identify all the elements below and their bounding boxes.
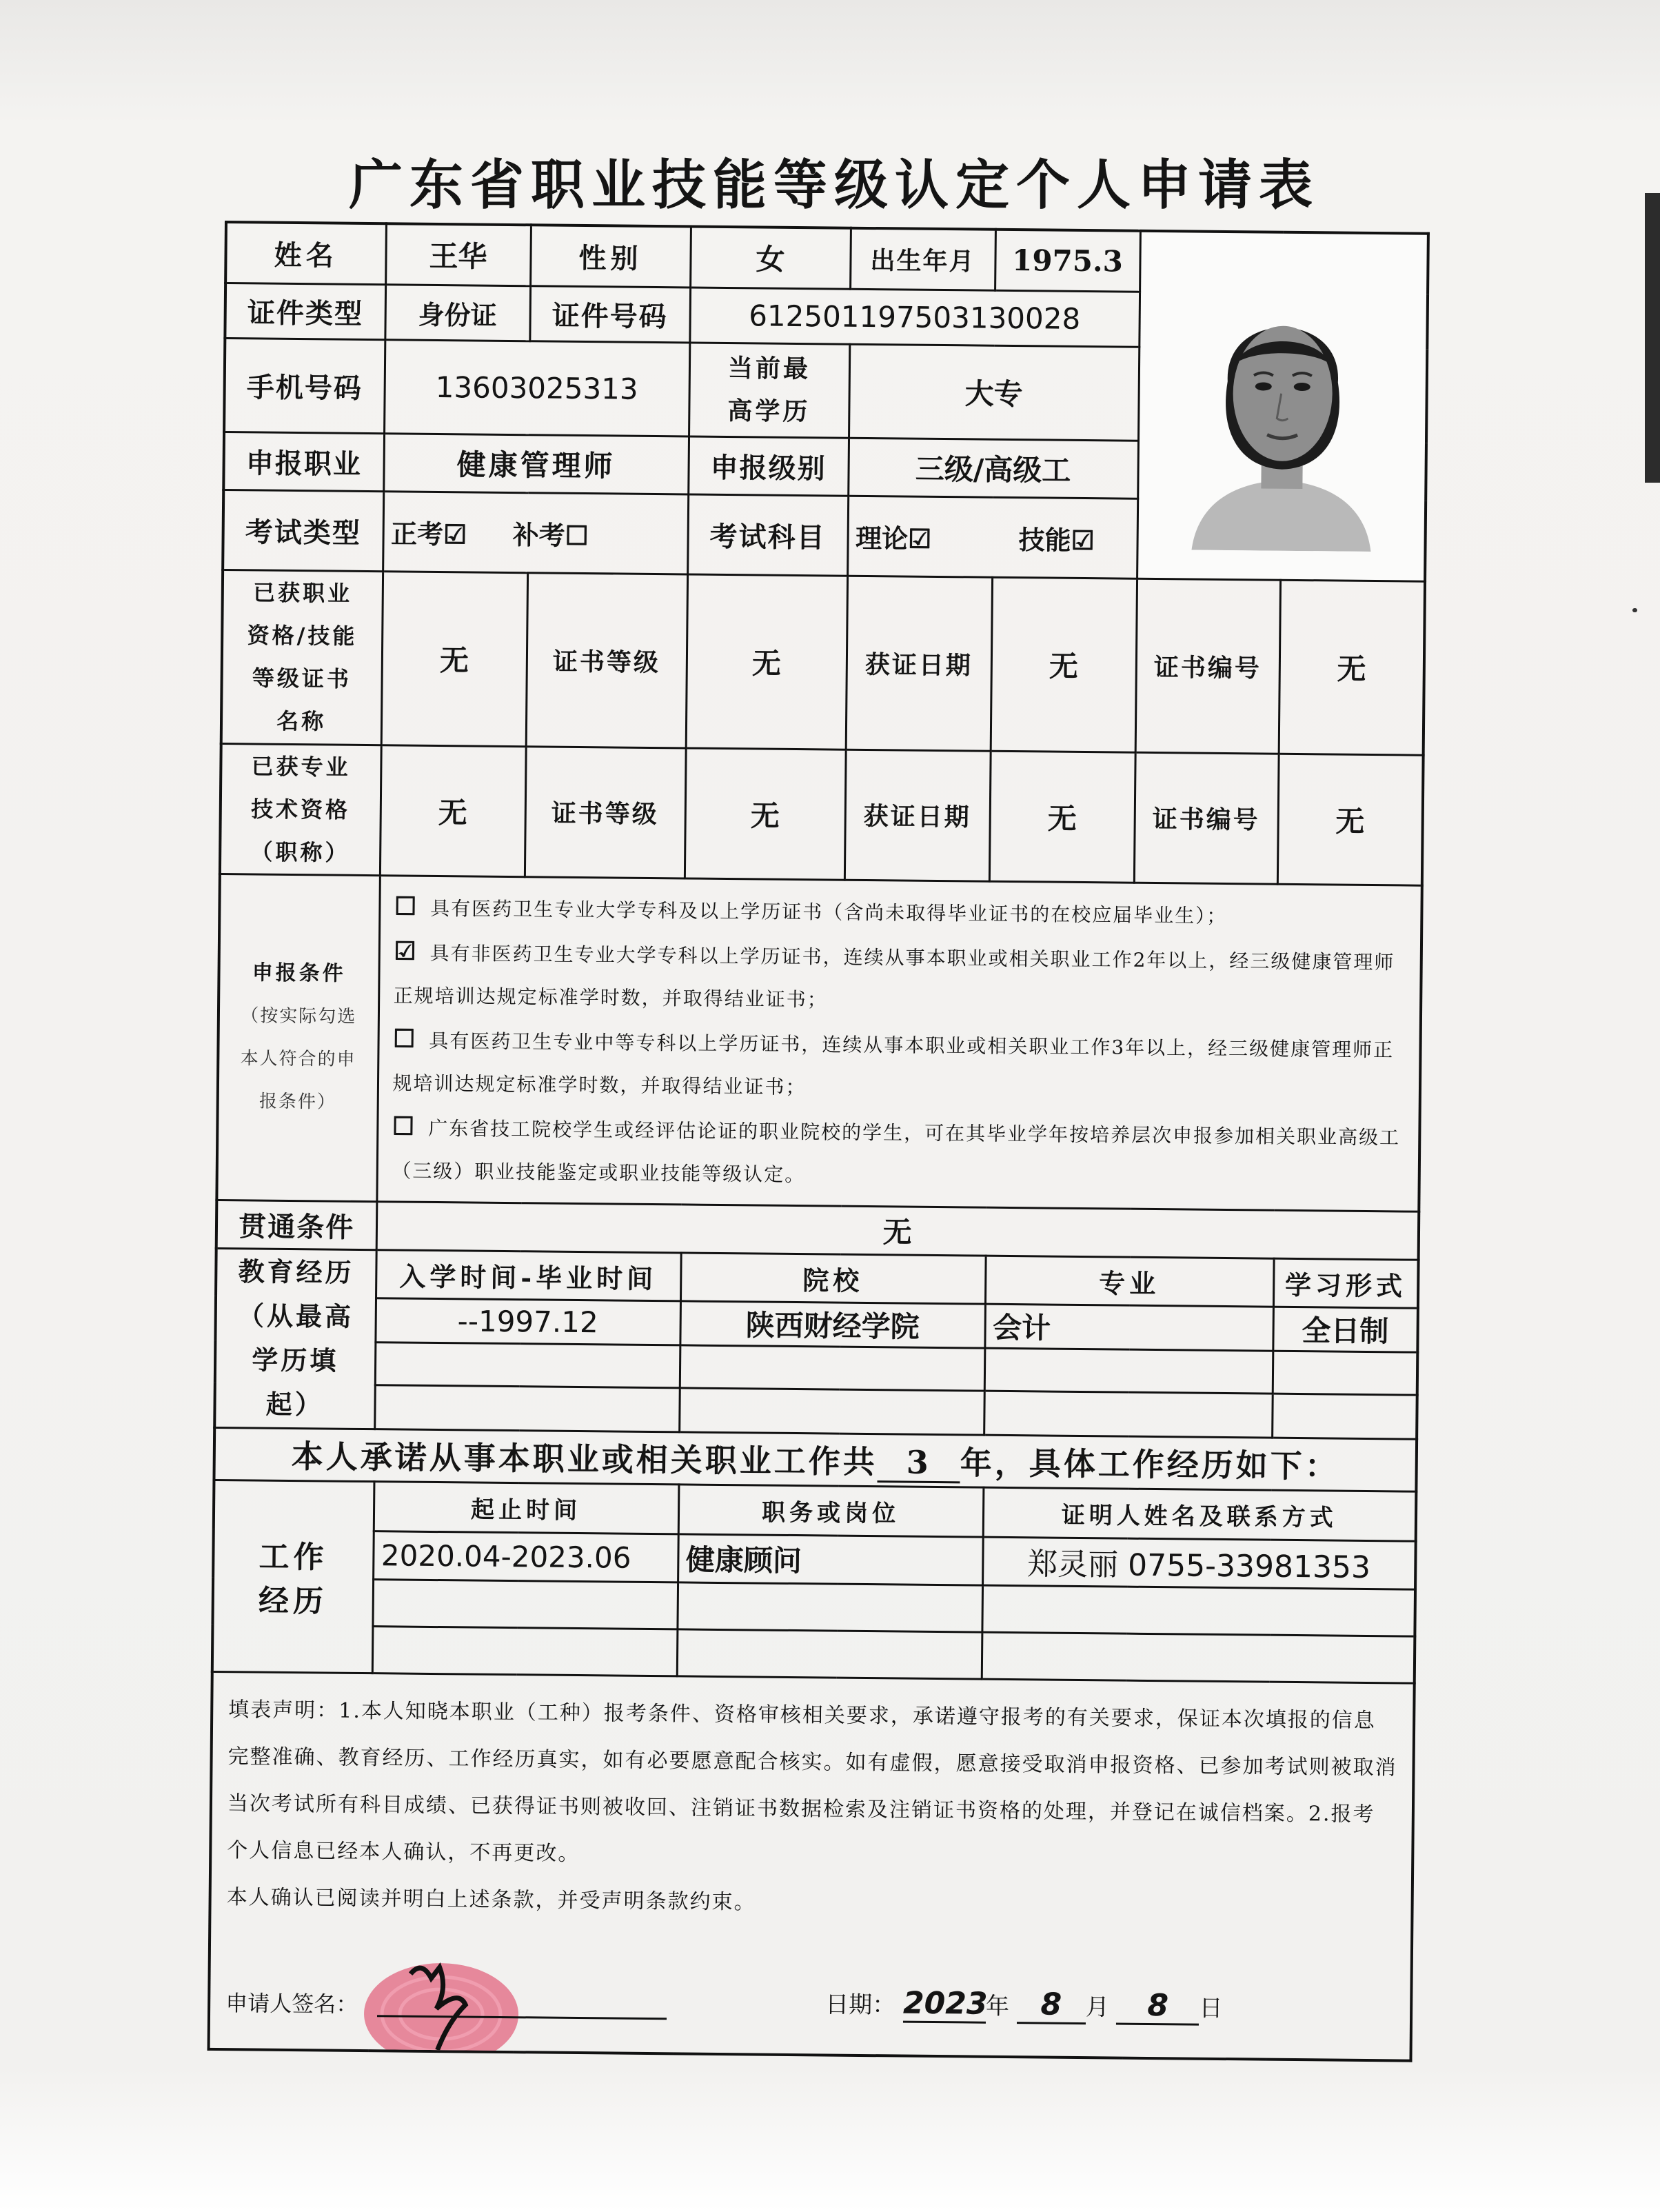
education-value[interactable]: 大专 [849,344,1139,441]
date-day[interactable]: 8 [1116,1987,1200,2025]
declaration-text: 填表声明：1.本人知晓本职业（工种）报考条件、资格审核相关要求，承诺遵守报考的有关要求，保证本次填报的信息完整准确、教育经历、工作经历真实，如有必要愿意配合核实。如有虚假，愿意接受取消申报资格、已参加考试则被取消当次考试所有科目成绩、已获得证书则被收回、注销证书数据检索及注销证书资格的处理，并登记在诚信档案。2.报考个人信息已经本人确认，不再更改。 [227,1697,1397,1866]
through-label: 贯通条件 [216,1200,377,1249]
exam-type-label: 考试类型 [223,490,383,571]
condition-item: ☐ 具有医药卫生专业大学专科及以上学历证书（含尚未取得毕业证书的在校应届毕业生）； [394,891,1228,927]
work-history-label: 工作经历 [212,1480,374,1673]
promise-suffix: 年，具体工作经历如下： [960,1444,1339,1485]
phone-value[interactable]: 13603025313 [384,339,689,436]
subject-theory-checkbox[interactable]: 理论☑ [855,522,932,554]
vocational-date-label: 获证日期 [846,576,992,751]
application-form [208,221,1430,2062]
exam-subject-label: 考试科目 [687,494,848,575]
work-reference-cell[interactable] [982,1585,1415,1636]
level-label: 申报级别 [688,436,849,495]
work-position-cell[interactable]: 健康顾问 [678,1534,983,1585]
education-label: 当前最高学历 [689,342,849,437]
gender-value[interactable]: 女 [690,226,851,288]
signature-label: 申请人签名： [225,1989,358,2018]
condition-checkbox-3[interactable]: ☐ [392,1023,417,1054]
scan-edge-strip [1645,193,1660,483]
professional-number-label: 证书编号 [1134,752,1279,884]
exam-type-makeup-checkbox[interactable]: 补考☐ [512,519,589,551]
work-reference-cell[interactable] [982,1632,1415,1683]
fingerprint-seal [354,1945,528,2060]
condition-checkbox-4[interactable]: ☐ [392,1111,416,1141]
professional-cert-label: 已获专业技术资格（职称） [220,743,381,875]
edu-mode-cell[interactable] [1273,1351,1418,1395]
photo-cell [1137,231,1428,581]
work-period-cell[interactable]: 2020.04-2023.06 [373,1531,678,1582]
condition-checkbox-1[interactable]: ☐ [394,891,418,921]
work-header-reference: 证明人姓名及联系方式 [983,1487,1417,1541]
scan-speck [1632,608,1637,612]
edu-header-school: 院校 [680,1252,986,1303]
occupation-label: 申报职业 [223,432,384,491]
form-title: 广东省职业技能等级认定个人申请表 [348,154,1319,217]
vocational-grade-label: 证书等级 [526,572,687,747]
vocational-number-label: 证书编号 [1135,579,1280,754]
conditions-list [376,875,1421,1211]
signature-row [225,1951,1395,2045]
condition-checkbox-2[interactable]: ☑ [394,936,418,966]
id-type-label: 证件类型 [225,283,385,339]
birth-label: 出生年月 [850,228,995,290]
professional-cert-name[interactable]: 无 [380,745,526,876]
birth-value[interactable]: 1975.3 [995,230,1140,292]
vocational-cert-name[interactable]: 无 [381,571,527,746]
edu-mode-cell[interactable]: 全日制 [1273,1307,1418,1352]
vocational-date-value[interactable]: 无 [991,577,1137,752]
vocational-cert-label: 已获职业资格/技能等级证书名称 [221,570,383,745]
subject-skill-checkbox[interactable]: 技能☑ [1018,523,1095,556]
edu-school-cell[interactable] [679,1387,984,1434]
gender-label: 性别 [530,225,691,287]
edu-school-cell[interactable]: 陕西财经学院 [680,1300,985,1347]
occupation-value[interactable]: 健康管理师 [383,433,689,494]
id-number-value[interactable]: 612501197503130028 [689,287,1140,346]
edu-period-cell[interactable] [374,1385,680,1431]
edu-header-mode: 学习形式 [1273,1258,1419,1308]
condition-item: ☑ 具有非医药卫生专业大学专科以上学历证书，连续从事本职业或相关职业工作2年以上，经三级健康管理师正规培训达规定标准学时数，并取得结业证书； [393,936,1395,1011]
promise-years[interactable]: 3 [877,1443,960,1483]
name-label: 姓名 [225,222,386,284]
edu-major-cell[interactable]: 会计 [984,1304,1273,1351]
day-unit: 日 [1199,1994,1223,2022]
work-period-cell[interactable] [372,1626,678,1676]
through-value[interactable]: 无 [376,1201,1419,1260]
id-type-value[interactable]: 身份证 [385,284,530,341]
professional-date-label: 获证日期 [844,750,991,881]
date-block [825,1984,1223,2026]
name-value[interactable]: 王华 [385,223,531,285]
vocational-grade-value[interactable]: 无 [686,574,847,749]
edu-header-major: 专业 [985,1256,1274,1307]
work-reference-cell[interactable]: 郑灵丽 0755-33981353 [982,1537,1416,1589]
promise-prefix: 本人承诺从事本职业或相关职业工作共 [291,1438,878,1481]
conditions-label: 申报条件 [252,960,346,986]
edu-header-period: 入学时间-毕业时间 [376,1249,681,1300]
education-history-label: 教育经历（从最高学历填起） [214,1248,376,1429]
work-position-cell[interactable] [677,1582,982,1631]
exam-type-regular-checkbox[interactable]: 正考☑ [390,517,467,550]
work-header-position: 职务或岗位 [678,1484,984,1536]
date-year[interactable]: 2023 [903,1985,986,2023]
professional-grade-value[interactable]: 无 [685,747,846,879]
condition-item: ☐ 具有医药卫生专业中等专科以上学历证书，连续从事本职业或相关职业工作3年以上，经三级健康管理师正规培训达规定标准学时数，并取得结业证书； [392,1023,1395,1098]
work-header-period: 起止时间 [374,1481,679,1534]
month-unit: 月 [1085,1993,1110,2021]
vocational-number-value[interactable]: 无 [1279,580,1425,755]
applicant-photo [1171,260,1394,552]
edu-mode-cell[interactable] [1272,1394,1417,1439]
professional-date-value[interactable]: 无 [989,751,1135,883]
declaration-section [209,1671,1415,2060]
conditions-hint: （按实际勾选本人符合的申报条件） [240,1005,357,1113]
date-label: 日期： [825,1990,896,2019]
condition-item: ☐ 广东省技工院校学生或经评估论证的职业院校的学生，可在其毕业学年按培养层次申报参加相关职业高级工（三级）职业技能鉴定或职业技能等级认定。 [392,1111,1401,1186]
professional-number-value[interactable]: 无 [1277,754,1424,885]
edu-major-cell[interactable] [984,1348,1273,1394]
year-unit: 年 [985,1992,1010,2020]
edu-period-cell[interactable] [375,1342,680,1387]
declaration-confirm: 本人确认已阅读并明白上述条款，并受声明条款约束。 [226,1884,756,1915]
level-value[interactable]: 三级/高级工 [848,438,1138,499]
professional-grade-label: 证书等级 [525,746,686,878]
work-period-cell[interactable] [372,1579,678,1629]
edu-period-cell[interactable]: --1997.12 [375,1298,680,1345]
date-month[interactable]: 8 [1017,1987,1086,2024]
edu-major-cell[interactable] [984,1391,1273,1438]
edu-school-cell[interactable] [680,1345,985,1390]
phone-label: 手机号码 [224,338,385,433]
work-position-cell[interactable] [677,1629,982,1678]
id-number-label: 证件号码 [529,285,690,342]
